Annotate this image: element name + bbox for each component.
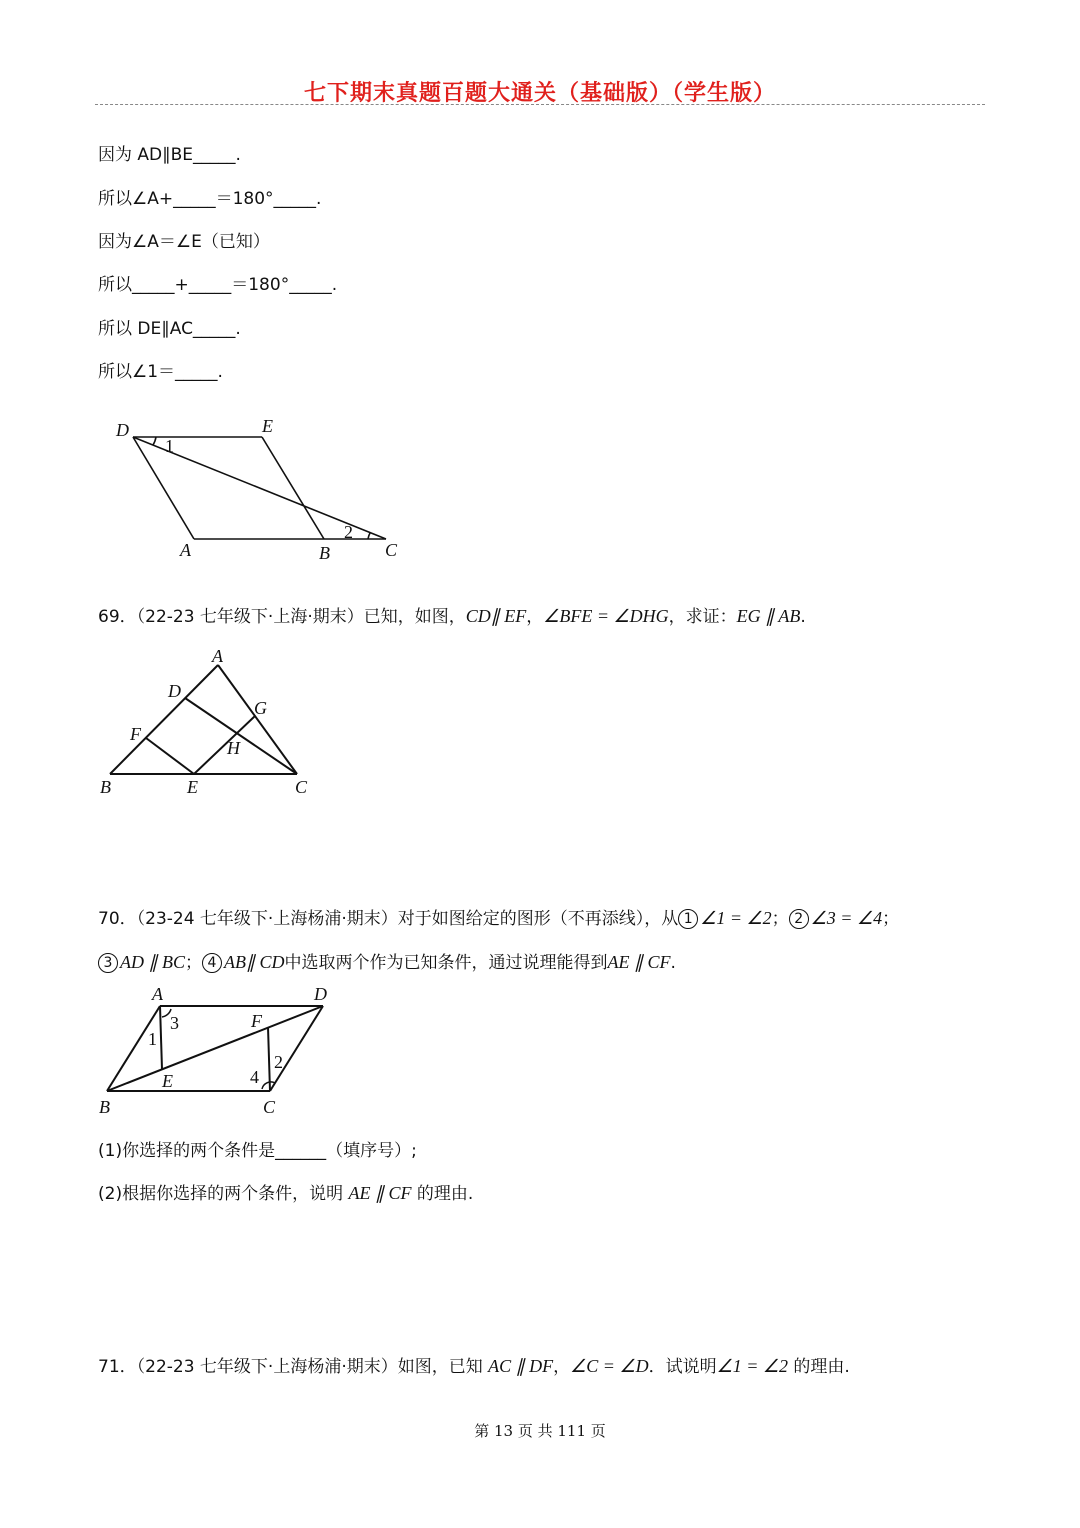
- fig70-label-E: E: [162, 1071, 173, 1091]
- proof-line-5: 所以 DE∥AC_____.: [98, 319, 241, 339]
- q69-prefix: 69．（22-23 七年级下·上海·期末）已知，如图，: [98, 607, 466, 627]
- q71-given1: AC ∥ DF: [488, 1356, 554, 1376]
- fig68-label-D: D: [116, 420, 129, 440]
- q69-end: .: [800, 607, 806, 627]
- fig68-angle-2: 2: [344, 522, 353, 542]
- q69-given1: CD∥ EF: [465, 606, 527, 626]
- q71-goal: ∠1 = ∠2: [716, 1356, 789, 1376]
- q70-sub2-goal: AE ∥ CF: [348, 1183, 412, 1203]
- fig69-label-B: B: [100, 777, 111, 797]
- proof-line-2: 所以∠A+_____＝180°_____.: [98, 189, 322, 209]
- q70-condition-2: ∠3 = ∠4: [810, 908, 883, 928]
- q69-given2: ∠BFE = ∠DHG: [543, 606, 669, 626]
- proof-line-3: 因为∠A＝∠E（已知）: [98, 232, 270, 252]
- page-footer: 第 13 页 共 111 页: [474, 1422, 606, 1440]
- fig70-label-D: D: [314, 984, 327, 1004]
- q71-sep: ，: [553, 1357, 571, 1377]
- q70-subquestion-2: [98, 1179, 473, 1204]
- proof-line-1: 因为 AD∥BE_____.: [98, 145, 241, 165]
- q70-mark-4: 4: [202, 953, 222, 973]
- fig70-angle-4: 4: [250, 1067, 259, 1087]
- fig69-label-D: D: [168, 681, 181, 701]
- q70-prefix: 70．（23-24 七年级下·上海杨浦·期末）对于如图给定的图形（不再添线），从: [98, 909, 679, 929]
- fig70-angle-1: 1: [148, 1029, 157, 1049]
- fig68-label-C: C: [385, 540, 398, 560]
- q70-sep: ；: [771, 909, 789, 929]
- q70-condition-4: AB∥ CD: [224, 952, 285, 972]
- fig69-label-C: C: [295, 777, 308, 797]
- page-header-title: 七下期末真题百题大通关（基础版）（学生版）: [303, 81, 776, 106]
- question-71: [98, 1352, 850, 1377]
- fig68-label-E: E: [262, 416, 273, 436]
- q70-suffix: 中选取两个作为已知条件，通过说理能得到: [284, 953, 608, 973]
- fig70-angle-2: 2: [274, 1052, 283, 1072]
- fig68-label-A: A: [180, 540, 191, 560]
- fig68-label-B: B: [319, 543, 330, 563]
- q69-mid: ，求证：: [668, 607, 737, 627]
- fig69-label-G: G: [254, 698, 267, 718]
- q71-given2: ∠C = ∠D: [570, 1356, 649, 1376]
- q69-sep1: ，: [526, 607, 544, 627]
- q70-subquestion-1: (1)你选择的两个条件是______（填序号）;: [98, 1141, 417, 1161]
- q70-condition-1: ∠1 = ∠2: [700, 908, 772, 928]
- fig70-label-F: F: [251, 1011, 262, 1031]
- q71-prefix: 71．（22-23 七年级下·上海杨浦·期末）如图，已知: [98, 1357, 483, 1377]
- fig69-label-H: H: [227, 738, 240, 758]
- fig70-angle-3: 3: [170, 1013, 179, 1033]
- fig68-angle-1: 1: [165, 436, 174, 456]
- proof-line-6: 所以∠1＝_____.: [98, 362, 223, 382]
- fig69-label-E: E: [187, 777, 198, 797]
- q70-mark-3: 3: [98, 953, 118, 973]
- proof-line-4: 所以_____+_____＝180°_____.: [98, 275, 338, 295]
- q70-condition-3: AD ∥ BC: [120, 952, 185, 972]
- fig69-label-F: F: [130, 724, 141, 744]
- q71-suffix: 的理由.: [793, 1357, 850, 1377]
- fig70-label-A: A: [152, 984, 163, 1004]
- q69-goal: EG ∥ AB: [736, 606, 801, 626]
- q70-goal: AE ∥ CF: [607, 952, 671, 972]
- q70-sub2-suffix: 的理由.: [416, 1184, 474, 1204]
- q70-sub2-prefix: (2)根据你选择的两个条件，说明: [98, 1184, 344, 1204]
- fig70-label-B: B: [99, 1097, 110, 1117]
- q70-mark-1: 1: [678, 909, 698, 929]
- q70-sep2: ；: [882, 909, 900, 929]
- fig69-label-A: A: [212, 646, 223, 666]
- q70-mark-2: 2: [789, 909, 809, 929]
- q71-mid: ．试说明: [648, 1357, 717, 1377]
- q70-sep3: ；: [185, 953, 202, 973]
- fig70-label-C: C: [263, 1097, 276, 1117]
- q70-end: .: [670, 953, 676, 973]
